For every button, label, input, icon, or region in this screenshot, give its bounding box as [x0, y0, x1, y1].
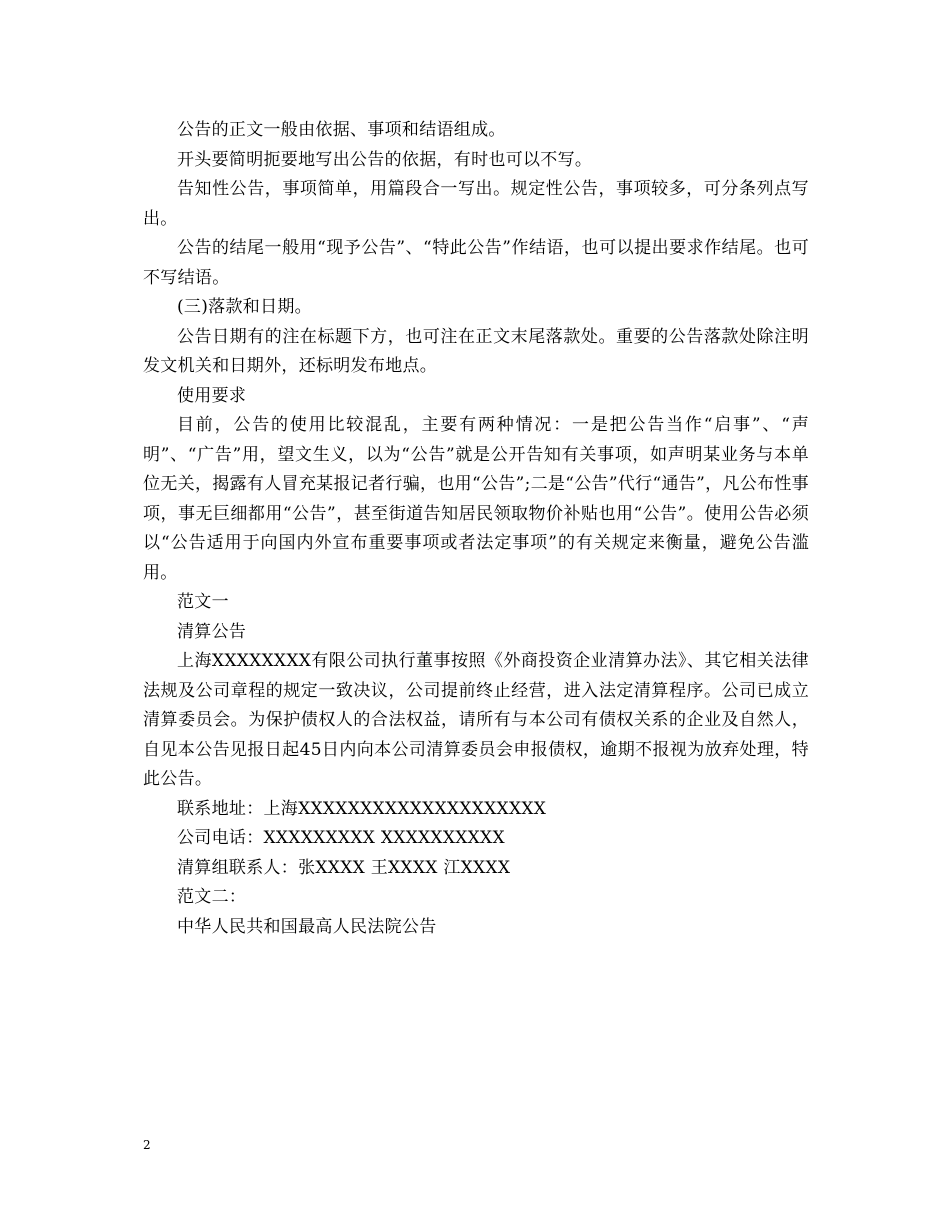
liquidation-contacts: 清算组联系人：张XXXX 王XXXX 江XXXX: [177, 857, 511, 878]
section-signature-date: (三)落款和日期。: [177, 297, 312, 317]
paragraph-opening: 开头要简明扼要地写出公告的依据，有时也可以不写。: [177, 149, 593, 170]
sample-two-title: 中华人民共和国最高人民法院公告: [177, 916, 437, 937]
paragraph-notice-types: 告知性公告，事项简单，用篇段合一写出。规定性公告，事项较多，可分条列点写出。: [143, 179, 809, 229]
sample-two-heading: 范文二：: [177, 887, 247, 907]
page-number: 2: [143, 1138, 151, 1152]
sample-one-body: 上海XXXXXXXX有限公司执行董事按照《外商投资企业清算办法》、其它相关法律法规及公司章程的规定一致决议，公司提前终止经营，进入法定清算程序。公司已成立清算委员会。为保护债权人的合法权益，请所有与本公司有债权关系的企业及自然人，自见本公告见报日起45日内向本公司清算委员会申报债权，逾期不报视为放弃处理，特此公告。: [143, 651, 809, 789]
contact-address: 联系地址：上海XXXXXXXXXXXXXXXXXXXX: [177, 798, 547, 819]
sample-one-heading: 范文一: [177, 592, 229, 612]
document-body: [143, 116, 809, 942]
paragraph-ending: 公告的结尾一般用“现予公告”、“特此公告”作结语，也可以提出要求作结尾。也可不写结语。: [143, 238, 809, 288]
section-usage-requirements: 使用要求: [177, 385, 247, 406]
sample-one-title: 清算公告: [177, 621, 247, 642]
company-phone: 公司电话：XXXXXXXXX XXXXXXXXXX: [177, 828, 505, 848]
paragraph-body-composition: 公告的正文一般由依据、事项和结语组成。: [177, 120, 506, 140]
paragraph-usage-issues: 目前，公告的使用比较混乱，主要有两种情况：一是把公告当作“启事”、“声明”、“广告”用，望文生义，以为“公告”就是公开告知有关事项，如声明某业务与本单位无关，揭露有人冒充某报记者行骗，也用“公告”;二是“公告”代行“通告”，凡公布性事项，事无巨细都用“公告”，甚至街道告知居民领取物价补贴也用“公告”。使用公告必须以“公告适用于向国内外宣布重要事项或者法定事项”的有关规定来衡量，避免公告滥用。: [143, 415, 809, 583]
paragraph-date-placement: 公告日期有的注在标题下方，也可注在正文末尾落款处。重要的公告落款处除注明发文机关和日期外，还标明发布地点。: [143, 326, 809, 376]
